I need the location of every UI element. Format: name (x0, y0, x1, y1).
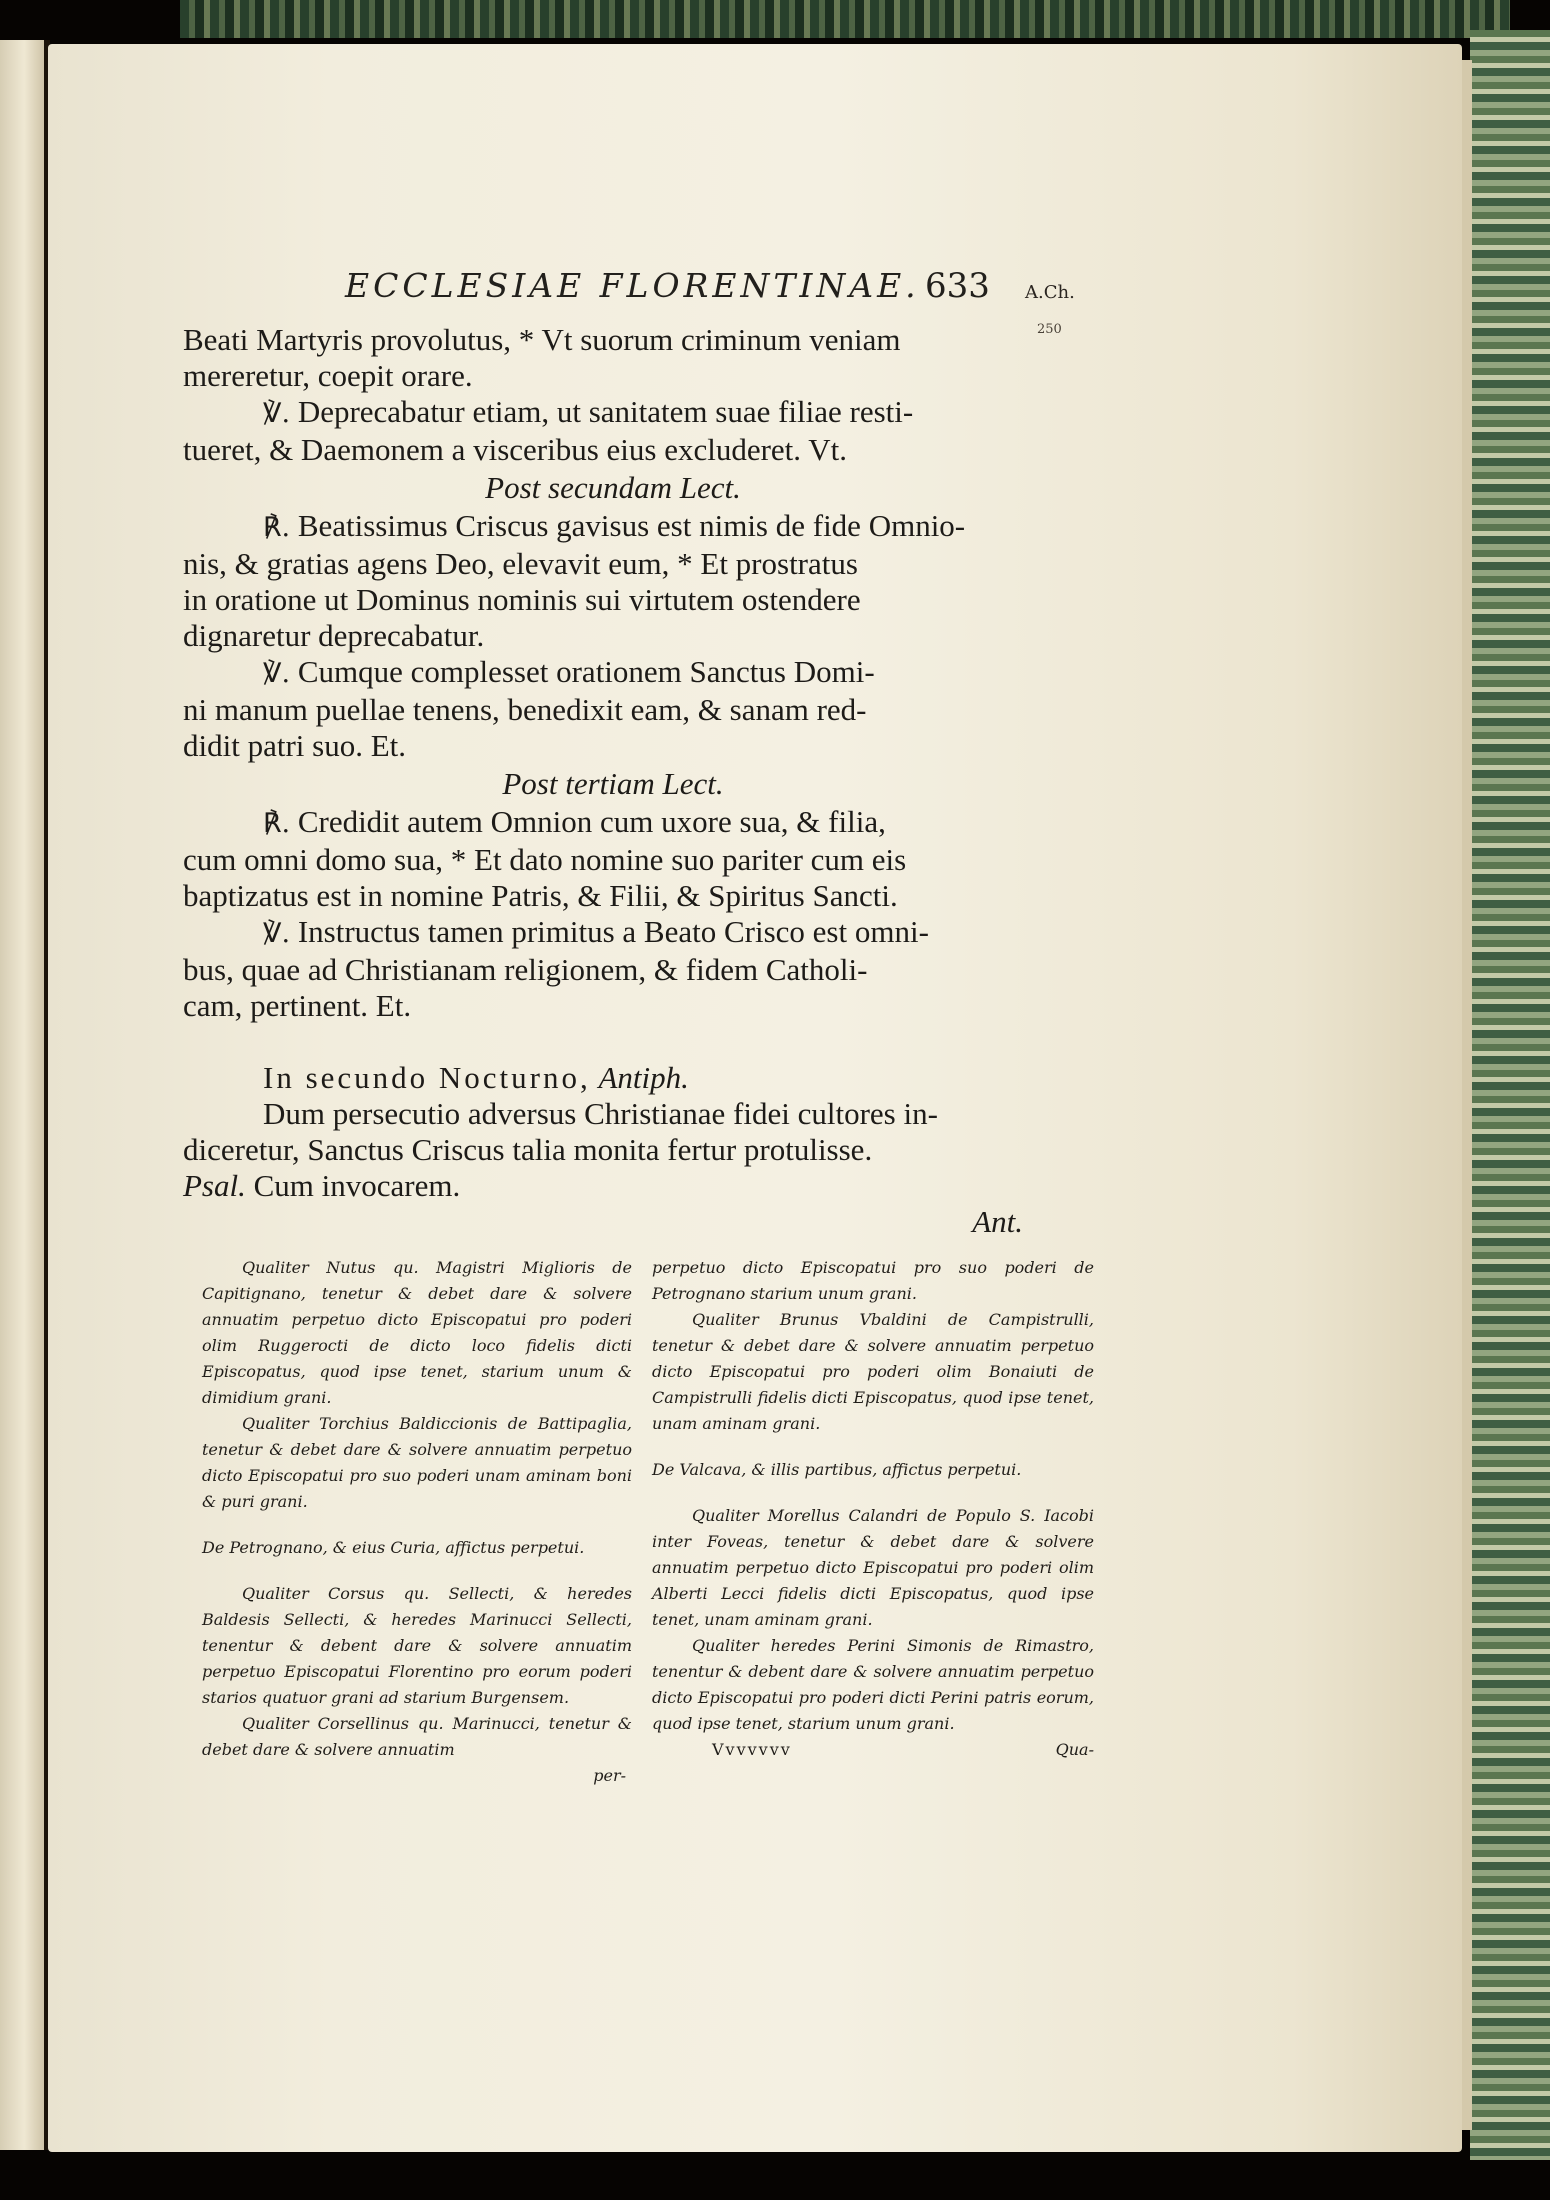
footnote-section-heading: De Petrognano, & eius Curia, affictus perpetui. (202, 1538, 585, 1557)
text-line: mereretur, coepit orare. (183, 358, 473, 393)
footnote-entry: Qualiter Nutus qu. Magistri Miglioris de Capitignano, tenetur & debet dare & solvere annuatim perpetuo dicto Episcopatui pro poderi olim Ruggerocti de dicto loco fidelis dicti Episcopatus, quod ipse tenet, starium unum & dimidium grani. (202, 1258, 632, 1407)
versicle-symbol: ℣. (263, 398, 291, 429)
psalm-line (183, 1168, 1043, 1204)
responsory-line (183, 508, 1043, 546)
text-run: Cum invocarem. (253, 1168, 461, 1203)
footnote-column-right (652, 1255, 1094, 1763)
margin-year-label: A.Ch. (1025, 282, 1075, 303)
page-footer (652, 1737, 1094, 1763)
versicle-symbol: ℣. (263, 658, 291, 689)
text-run: Beatissimus Criscus gavisus est nimis de fide Omnio- (297, 508, 966, 543)
text-line: dignaretur deprecabatur. (183, 618, 485, 653)
catchword: Qua- (1055, 1740, 1094, 1759)
responsory-symbol: ℟. (263, 808, 291, 839)
responsory-symbol: ℟. (263, 512, 291, 543)
main-text-block (183, 322, 1043, 1240)
text-run: Cumque complesset orationem Sanctus Domi- (297, 654, 875, 689)
section-heading: Post tertiam Lect. (502, 766, 724, 801)
running-header (185, 266, 1105, 312)
nocturn-label: In secundo Nocturno, (263, 1060, 591, 1095)
marbled-cover-right (1470, 30, 1550, 2160)
page-stack-edge (1462, 60, 1472, 2130)
text-run: Credidit autem Omnion cum uxore sua, & filia, (297, 804, 886, 839)
text-line: Beati Martyris provolutus, * Vt suorum criminum veniam (183, 322, 901, 357)
left-page-edge (0, 40, 44, 2150)
catchword: per- (593, 1766, 626, 1785)
text-line: tueret, & Daemonem a visceribus eius excluderet. Vt. (183, 432, 847, 467)
text-line: Dum persecutio adversus Christianae fidei cultores in- (263, 1096, 938, 1131)
page-number: 633 (925, 266, 990, 306)
text-line: diceretur, Sanctus Criscus talia monita fertur protulisse. (183, 1132, 873, 1167)
text-line: baptizatus est in nomine Patris, & Filii, & Spiritus Sancti. (183, 878, 898, 913)
text-line: bus, quae ad Christianam religionem, & fidem Catholi- (183, 952, 868, 987)
text-line: ni manum puellae tenens, benedixit eam, & sanam red- (183, 692, 867, 727)
text-line: nis, & gratias agens Deo, elevavit eum, * Et prostratus (183, 546, 858, 581)
responsory-line (183, 804, 1043, 842)
versicle-line (183, 654, 1043, 692)
text-line: in oratione ut Dominus nominis sui virtutem ostendere (183, 582, 861, 617)
text-line: cum omni domo sua, * Et dato nomine suo pariter cum eis (183, 842, 907, 877)
footnote-entry: Qualiter heredes Perini Simonis de Rimastro, tenentur & debent dare & solvere annuatim perpetuo dicto Episcopatui pro poderi dicti Perini patris eorum, quod ipse tenet, starium unum grani. (652, 1636, 1094, 1733)
footnote-entry: Qualiter Brunus Vbaldini de Campistrulli, tenetur & debet dare & solvere annuatim perpetuo dicto Episcopatui pro poderi olim Bonaiuti de Campistrulli fidelis dicti Episcopatus, quod ipse tenet, unam aminam grani. (652, 1310, 1094, 1433)
text-line: didit patri suo. Et. (183, 728, 407, 763)
text-run: Deprecabatur etiam, ut sanitatem suae filiae resti- (297, 394, 914, 429)
footnote-entry: Qualiter Morellus Calandri de Populo S. Iacobi inter Foveas, tenetur & debet dare & solvere annuatim perpetuo dicto Episcopatui pro poderi olim Alberti Lecci fidelis dicti Episcopatus, quod ipse tenet, unam aminam grani. (652, 1506, 1094, 1629)
versicle-line (183, 394, 1043, 432)
footnote-section-heading: De Valcava, & illis partibus, affictus perpetui. (652, 1460, 1022, 1479)
margin-year-value: 250 (1037, 322, 1062, 337)
psalm-tag: Psal. (183, 1168, 246, 1203)
nocturn-heading (183, 1060, 1043, 1096)
footnote-column-left (202, 1255, 632, 1789)
text-run: Instructus tamen primitus a Beato Crisco est omni- (297, 914, 929, 949)
versicle-line (183, 914, 1043, 952)
versicle-symbol: ℣. (263, 918, 291, 949)
section-heading: Post secundam Lect. (485, 470, 741, 505)
footnote-entry: Qualiter Torchius Baldiccionis de Battipaglia, tenetur & debet dare & solvere annuatim perpetuo dicto Episcopatui pro suo poderi unam aminam boni & puri grani. (202, 1414, 632, 1511)
footnote-entry: Qualiter Corsus qu. Sellecti, & heredes Baldesis Sellecti, & heredes Marinucci Sellecti, tenentur & debent dare & solvere annuatim perpetuo Episcopatui Florentino pro eorum poderi starios quatuor grani ad starium Burgensem. (202, 1584, 632, 1707)
signature-mark: Vvvvvvv (712, 1740, 792, 1759)
antiphon-tag: Antiph. (598, 1060, 689, 1095)
page-title: ECCLESIAE FLORENTINAE. (345, 266, 920, 305)
footnote-entry: perpetuo dicto Episcopatui pro suo poderi de Petrognano starium unum grani. (652, 1258, 1094, 1303)
marbled-cover-top (180, 0, 1510, 38)
footnote-entry: Qualiter Corsellinus qu. Marinucci, tenetur & debet dare & solvere annuatim (202, 1714, 632, 1759)
antiphon-catchword: Ant. (972, 1204, 1023, 1239)
text-line: cam, pertinent. Et. (183, 988, 412, 1023)
